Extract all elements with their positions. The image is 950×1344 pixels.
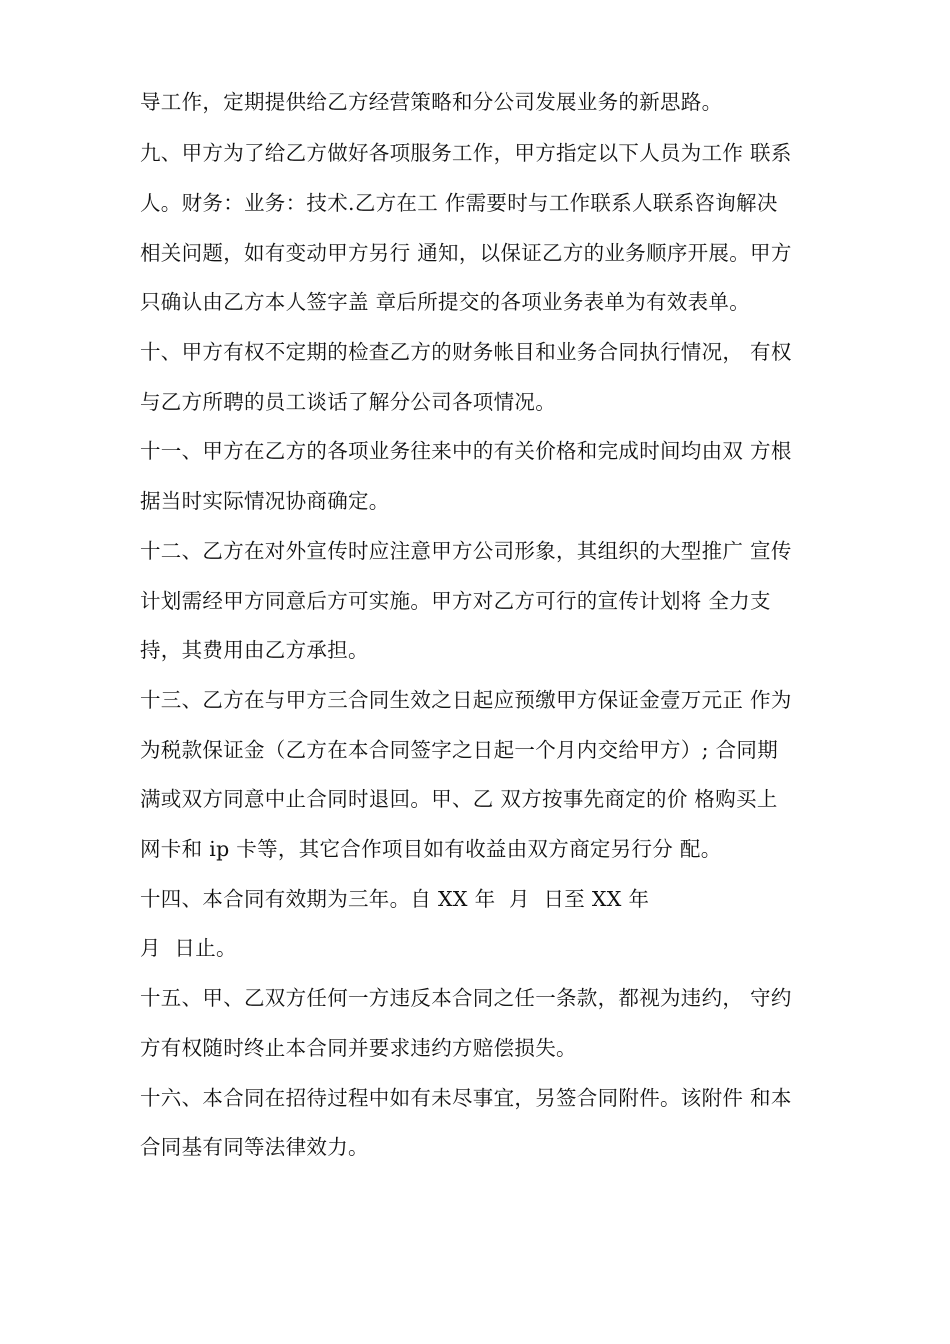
text-line: 与乙方所聘的员工谈话了解分公司各项情况。 (140, 390, 556, 414)
text-line: 相关问题，如有变动甲方另行 通知，以保证乙方的业务顺序开展。甲方 (140, 241, 792, 265)
text-line: 方有权随时终止本合同并要求违约方赔偿损失。 (140, 1036, 577, 1060)
text-line: 计划需经甲方同意后方可实施。甲方对乙方可行的宣传计划将 全力支 (140, 589, 771, 613)
text-line: 为税款保证金（乙方在本合同签字之日起一个月内交给甲方）; 合同期 (140, 738, 779, 762)
text-line: 十、甲方有权不定期的检查乙方的财务帐目和业务合同执行情况， 有权 (140, 340, 792, 364)
text-line: 据当时实际情况协商确定。 (140, 489, 390, 513)
text-line: 持，其费用由乙方承担。 (140, 638, 369, 662)
text-line: 只确认由乙方本人签字盖 章后所提交的各项业务表单为有效表单。 (140, 290, 751, 314)
text-line: 满或双方同意中止合同时退回。甲、乙 双方按事先商定的价 格购买上 (140, 787, 778, 811)
text-line: 十二、乙方在对外宣传时应注意甲方公司形象，其组织的大型推广 宣传 (140, 539, 792, 563)
text-line: 十四、本合同有效期为三年。自 XX 年 月 日至 XX 年 (140, 887, 650, 911)
text-line: 导工作，定期提供给乙方经营策略和分公司发展业务的新思路。 (140, 90, 723, 114)
text-line: 月 日止。 (140, 936, 237, 960)
text-line: 十一、甲方在乙方的各项业务往来中的有关价格和完成时间均由双 方根 (140, 439, 792, 463)
text-line: 网卡和 ip 卡等，其它合作项目如有收益由双方商定另行分 配。 (140, 837, 722, 861)
text-line: 合同基有同等法律效力。 (140, 1135, 369, 1159)
text-line: 十三、乙方在与甲方三合同生效之日起应预缴甲方保证金壹万元正 作为 (140, 688, 792, 712)
text-line: 十五、甲、乙双方任何一方违反本合同之任一条款，都视为违约， 守约 (140, 986, 792, 1010)
text-line: 人。财务：业务：技术.乙方在工 作需要时与工作联系人联系咨询解决 (140, 191, 778, 215)
text-line: 九、甲方为了给乙方做好各项服务工作，甲方指定以下人员为工作 联系 (140, 141, 792, 165)
text-line: 十六、本合同在招待过程中如有未尽事宜，另签合同附件。该附件 和本 (140, 1086, 792, 1110)
